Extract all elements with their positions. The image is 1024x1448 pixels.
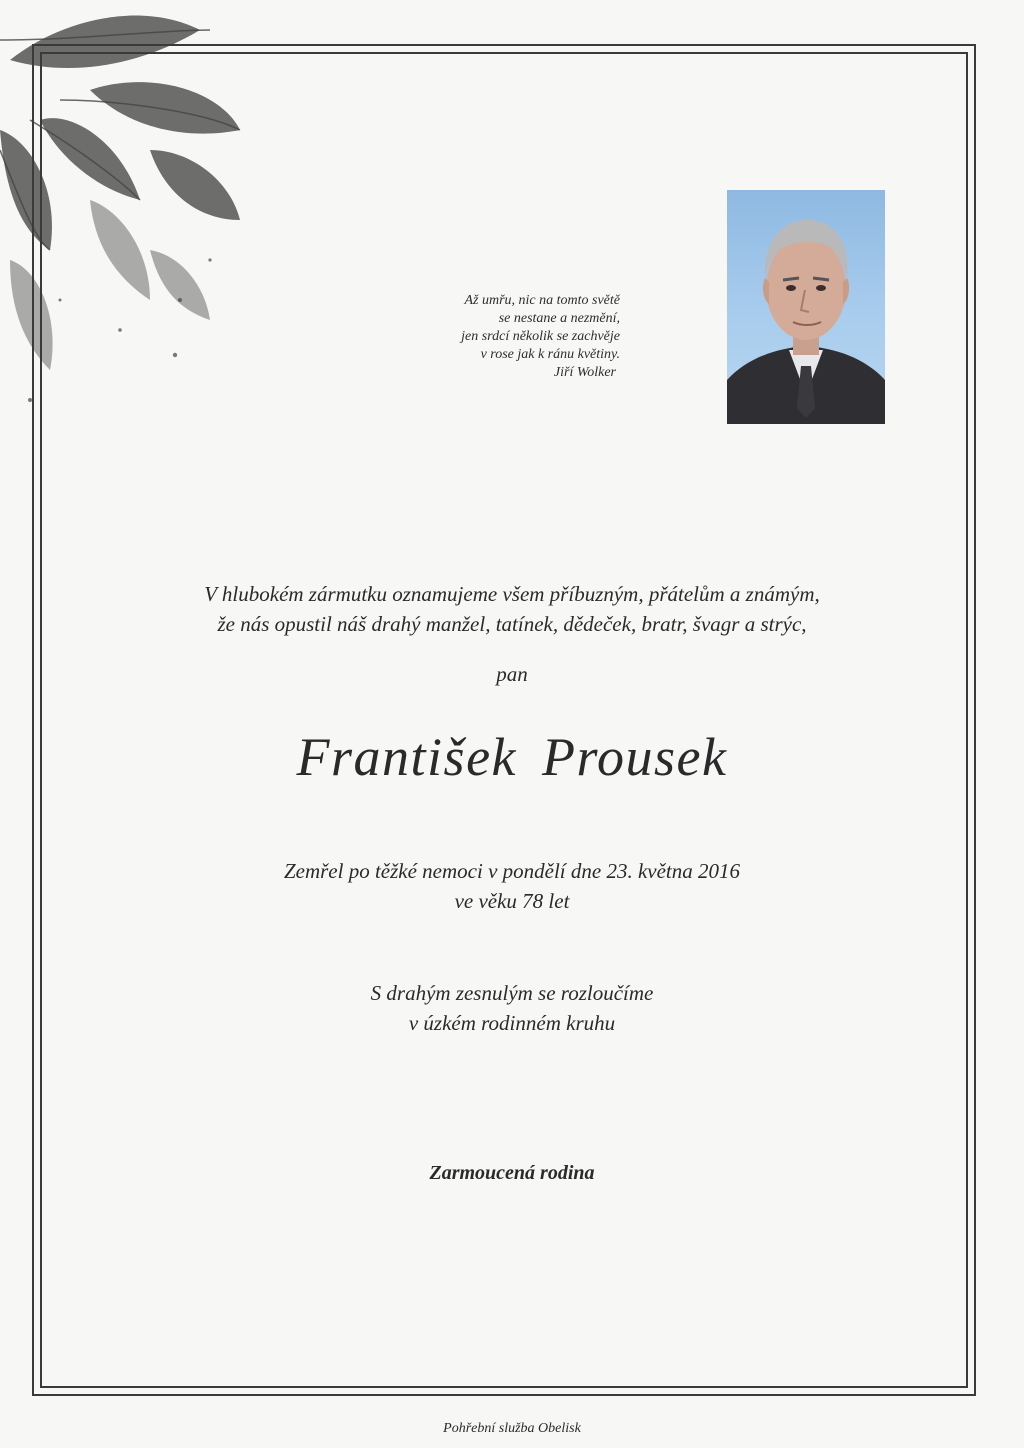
poem-line: v rose jak k ránu květiny. (480, 347, 620, 362)
death-info (60, 856, 964, 916)
poem-line: Až umřu, nic na tomto světě (464, 293, 620, 308)
farewell-line: S drahým zesnulým se rozloučíme (370, 981, 654, 1005)
portrait-photo (727, 190, 885, 424)
death-line: ve věku 78 let (454, 889, 570, 913)
family-signature: Zarmoucená rodina (429, 1162, 595, 1184)
announcement-line: V hlubokém zármutku oznamujeme všem příbuzným, přátelům a známým, (204, 582, 820, 606)
poem-line: se nestane a nezmění, (498, 311, 620, 326)
poem-line: jen srdcí několik se zachvěje (461, 329, 620, 344)
funeral-service-footer: Pohřební služba Obelisk (443, 1421, 581, 1436)
farewell-line: v úzkém rodinném kruhu (408, 1011, 616, 1035)
title-word: pan (496, 662, 528, 686)
announcement-text (60, 579, 964, 639)
poem-author: Jiří Wolker (553, 365, 616, 380)
farewell-info (60, 978, 964, 1038)
death-line: Zemřel po těžké nemoci v pondělí dne 23. května 2016 (283, 859, 741, 883)
announcement-line: že nás opustil náš drahý manžel, tatínek, dědeček, bratr, švagr a strýc, (217, 612, 807, 636)
deceased-name: František Prousek (296, 727, 728, 787)
poem-quote (380, 292, 620, 382)
